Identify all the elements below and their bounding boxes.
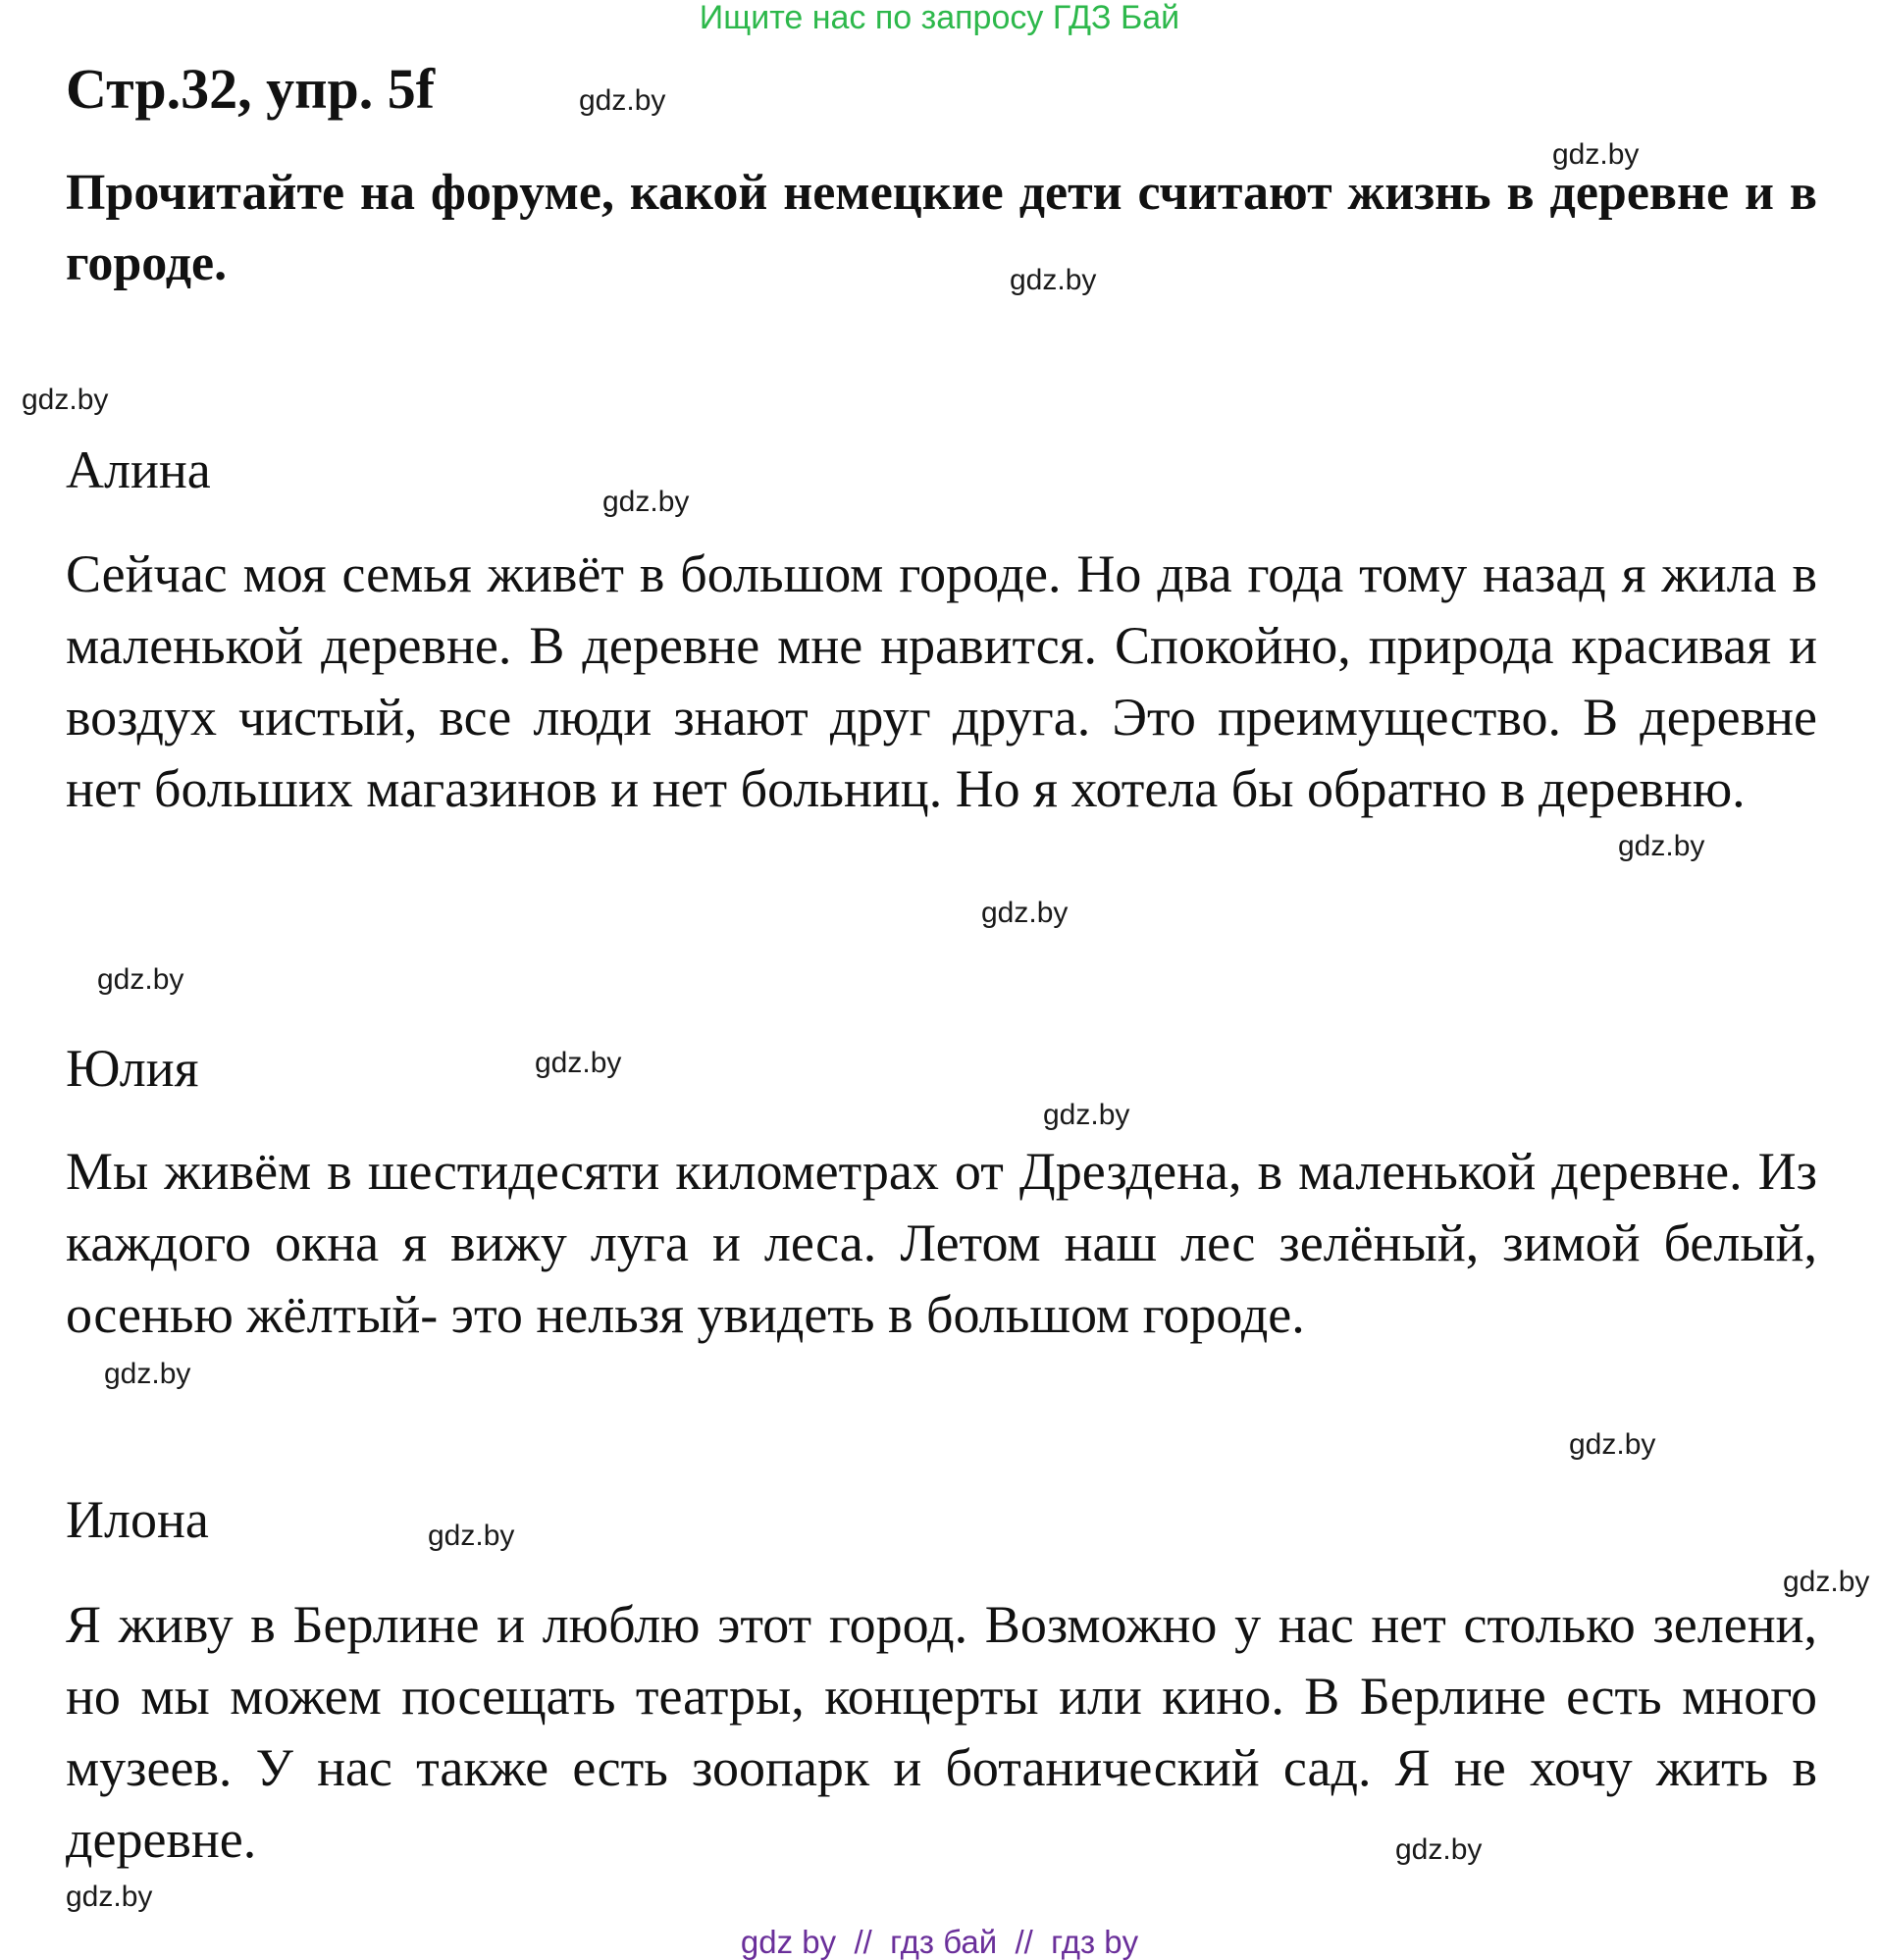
- post-author-alina: Алина: [66, 440, 211, 499]
- watermark: gdz.by: [981, 897, 1069, 929]
- footer-links: gdz by // гдз бай // гдз by: [740, 1924, 1139, 1960]
- post-author-yulia: Юлия: [66, 1039, 199, 1098]
- watermark: gdz.by: [579, 84, 666, 117]
- watermark: gdz.by: [1569, 1428, 1656, 1461]
- watermark: gdz.by: [66, 1881, 153, 1913]
- task-instruction: Прочитайте на форуме, какой немецкие дети считают жизнь в деревне и в городе.: [66, 165, 1817, 291]
- post-text-ilona: Я живу в Берлине и люблю этот город. Возможно у нас нет столько зелени, но мы можем посещать театры, концерты или кино. В Берлине есть много музеев. У нас также есть зоопарк и ботанический сад. Я не хочу жить в деревне.: [66, 1595, 1817, 1869]
- watermark: gdz.by: [428, 1520, 515, 1552]
- page-title: Стр.32, упр. 5f: [66, 57, 436, 121]
- search-banner: Ищите нас по запросу ГДЗ Бай: [699, 0, 1180, 36]
- post-text-yulia: Мы живём в шестидесяти километрах от Дрездена, в маленькой деревне. Из каждого окна я вижу луга и леса. Летом наш лес зелёный, зимой белый, осенью жёлтый- это нельзя увидеть в большом городе.: [66, 1142, 1817, 1344]
- post-text-alina: Сейчас моя семья живёт в большом городе. Но два года тому назад я жила в маленькой деревне. В деревне мне нравится. Спокойно, природа красивая и воздух чистый, все люди знают друг друга. Это преимущество. В деревне нет больших магазинов и нет больниц. Но я хотела бы обратно в деревню.: [66, 544, 1817, 818]
- post-author-ilona: Илона: [66, 1490, 209, 1549]
- watermark: gdz.by: [1783, 1566, 1870, 1598]
- watermark: gdz.by: [1395, 1833, 1483, 1866]
- watermark: gdz.by: [97, 963, 184, 996]
- watermark: gdz.by: [22, 384, 109, 416]
- watermark: gdz.by: [602, 486, 690, 518]
- watermark: gdz.by: [1043, 1099, 1130, 1131]
- watermark: gdz.by: [535, 1047, 622, 1079]
- watermark: gdz.by: [1618, 830, 1705, 862]
- watermark: gdz.by: [104, 1358, 191, 1390]
- watermark: gdz.by: [1010, 264, 1097, 296]
- watermark: gdz.by: [1552, 138, 1640, 171]
